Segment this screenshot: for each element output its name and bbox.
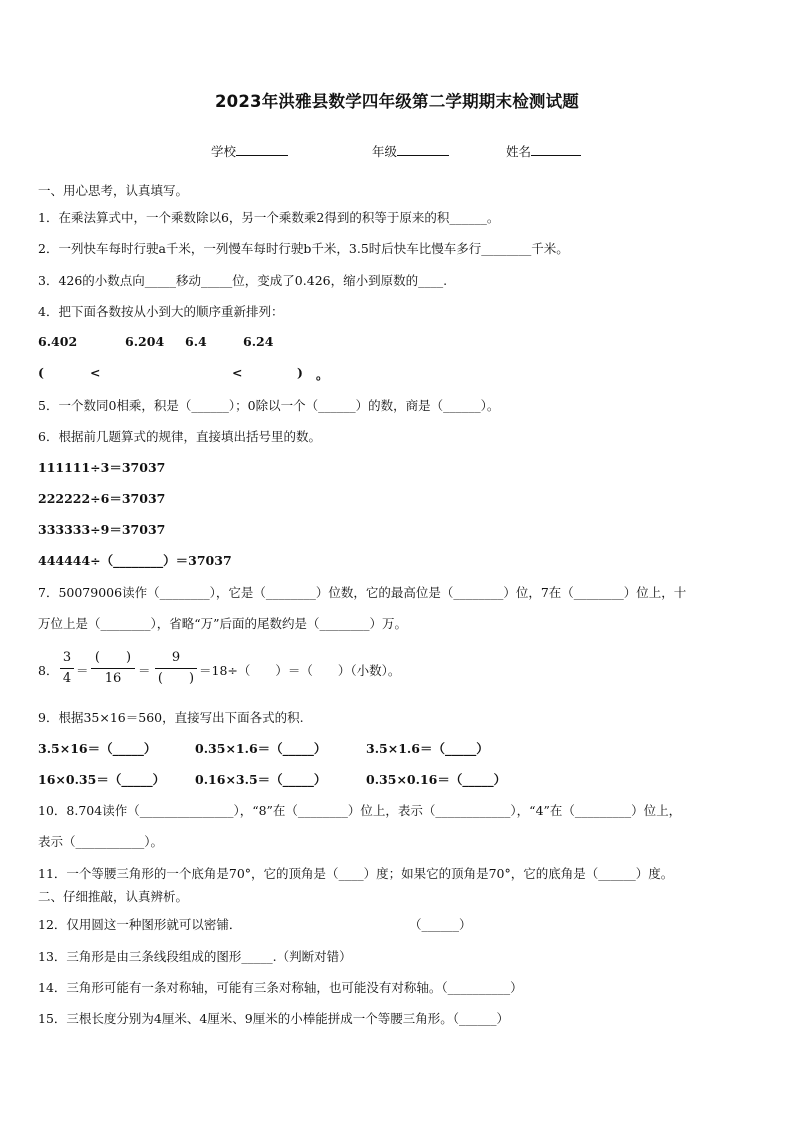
question-7-line-2: 万位上是（________），省略“万”后面的尾数约是（________）万。 <box>38 616 408 631</box>
q9-item: 0.16×3.5＝（_____） <box>195 772 327 787</box>
q6-equation: 111111÷3＝37037 <box>38 460 166 475</box>
q4-less-than: < <box>232 365 243 380</box>
q6-equation: 222222÷6＝37037 <box>38 491 166 506</box>
school-label: 学校 <box>211 144 237 159</box>
fraction-bar <box>155 668 197 669</box>
question-9: 9．根据35×16＝560，直接写出下面各式的积. <box>38 710 304 725</box>
equals-sign: ＝ <box>76 663 89 678</box>
fraction-denominator: ( ) <box>157 671 195 686</box>
q9-item: 0.35×1.6＝（_____） <box>195 741 327 756</box>
question-13: 13．三角形是由三条线段组成的图形_____.（判断对错） <box>38 949 352 964</box>
q4-number: 6.204 <box>125 334 165 349</box>
page-title: 2023年洪雅县数学四年级第二学期期末检测试题 <box>214 92 580 111</box>
equals-sign: ＝ <box>138 663 151 678</box>
question-15: 15．三根长度分别为4厘米、4厘米、9厘米的小棒能拼成一个等腰三角形。（______） <box>38 1011 510 1026</box>
fraction-bar <box>91 668 135 669</box>
q9-item: 0.35×0.16＝（_____） <box>366 772 507 787</box>
question-8-tail: ＝18÷（ ）＝（ ）（小数）。 <box>199 663 401 678</box>
question-3: 3．426的小数点向_____移动_____位，变成了0.426，缩小到原数的____. <box>38 273 448 288</box>
question-2: 2．一列快车每时行驶a千米，一列慢车每时行驶b千米，3.5时后快车比慢车多行________千米。 <box>38 241 569 256</box>
fraction-9-blank <box>155 649 197 688</box>
fraction-3-4 <box>60 649 74 688</box>
school-blank <box>236 141 288 156</box>
q4-number: 6.24 <box>243 334 274 349</box>
q4-period: 。 <box>316 367 329 382</box>
question-14: 14．三角形可能有一条对称轴，可能有三条对称轴，也可能没有对称轴。（__________） <box>38 980 523 995</box>
name-blank <box>531 141 581 156</box>
question-10-line-2: 表示（___________）。 <box>38 834 164 849</box>
question-11: 11．一个等腰三角形的一个底角是70°，它的顶角是（____）度；如果它的顶角是70°，它的底角是（______）度。 <box>38 866 674 881</box>
question-5: 5．一个数同0相乘，积是（______）；0除以一个（______）的数，商是（______）。 <box>38 398 500 413</box>
q12-answer-blank: （______） <box>409 917 472 932</box>
fraction-denominator: 4 <box>62 671 72 686</box>
q9-item: 3.5×1.6＝（_____） <box>366 741 489 756</box>
q9-item: 16×0.35＝（_____） <box>38 772 166 787</box>
question-6: 6．根据前几题算式的规律，直接填出括号里的数。 <box>38 429 321 444</box>
fraction-denominator: 16 <box>104 671 122 686</box>
section-heading-2: 二、仔细推敲，认真辨析。 <box>38 889 189 904</box>
question-10-line-1: 10．8.704读作（_______________），“8”在（________）位上，表示（____________），“4”在（_________）位上， <box>38 803 682 818</box>
name-label: 姓名 <box>506 144 532 159</box>
fraction-bar <box>60 668 74 669</box>
question-7-line-1: 7．50079006读作（________），它是（________）位数，它的最高位是（________）位，7在（________）位上，十 <box>38 585 687 600</box>
name-field <box>506 141 581 160</box>
question-1: 1．在乘法算式中，一个乘数除以6，另一个乘数乘2得到的积等于原来的积______。 <box>38 210 500 225</box>
question-8-label: 8． <box>38 663 59 678</box>
grade-label: 年级 <box>372 144 398 159</box>
grade-field <box>372 141 449 160</box>
q4-less-than: < <box>90 365 101 380</box>
school-field <box>211 141 288 160</box>
question-12: 12．仅用圆这一种图形就可以密铺． <box>38 917 242 932</box>
q4-number: 6.4 <box>185 334 207 349</box>
q4-number: 6.402 <box>38 334 78 349</box>
grade-blank <box>397 141 449 156</box>
fraction-numerator: ( ) <box>94 650 132 665</box>
q9-item: 3.5×16＝（_____） <box>38 741 157 756</box>
fraction-numerator: 3 <box>62 650 72 665</box>
question-4: 4．把下面各数按从小到大的顺序重新排列： <box>38 304 284 319</box>
fraction-blank-16 <box>91 649 135 688</box>
fraction-numerator: 9 <box>171 650 181 665</box>
q4-close-paren: ) <box>297 365 303 380</box>
q6-equation: 444444÷（________）＝37037 <box>38 553 232 568</box>
q4-open-paren: ( <box>38 365 44 380</box>
q6-equation: 333333÷9＝37037 <box>38 522 166 537</box>
section-heading-1: 一、用心思考，认真填写。 <box>38 183 189 198</box>
